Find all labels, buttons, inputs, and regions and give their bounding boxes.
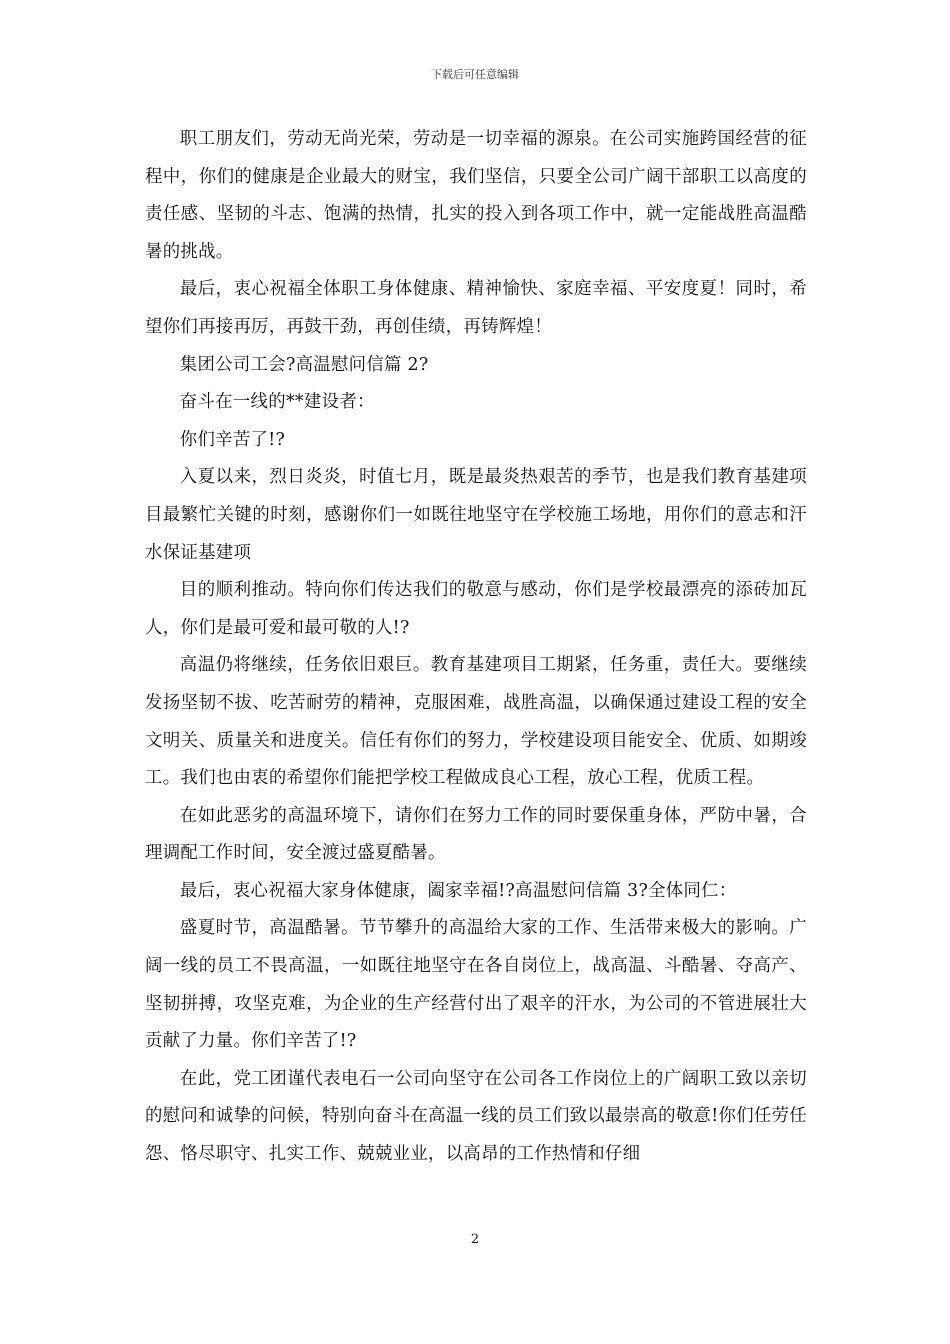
salutation: 奋斗在一线的**建设者： bbox=[179, 392, 375, 413]
paragraph-6: 入夏以来，烈日炎炎，时值七月，既是最炎热艰苦的季节，也是我们教育基建项目最繁忙关键的时刻，感谢你们一如既往地坚守在学校施工场地，用你们的意志和汗水保证基建项 bbox=[145, 467, 807, 563]
section-heading-2: 集团公司工会?高温慰问信篇 2? bbox=[179, 354, 429, 375]
page-header: 下载后可任意编辑 bbox=[431, 68, 519, 81]
paragraph-12: 在此，党工团谨代表电石一公司向坚守在公司各工作岗位上的广阔职工致以亲切的慰问和诚挚的问候，特别向奋斗在高温一线的员工们致以最崇高的敬意!你们任劳任怨、恪尽职守、扎实工作、兢兢业业，以高昂的工作热情和仔细 bbox=[145, 1068, 807, 1165]
document-body bbox=[145, 121, 807, 1174]
paragraph-11: 盛夏时节，高温酷暑。节节攀升的高温给大家的工作、生活带来极大的影响。广阔一线的员工不畏高温，一如既往地坚守在各自岗位上，战高温、斗酷暑、夺高产、坚韧拼搏，攻坚克难，为企业的生产经营付出了艰辛的汗水，为公司的不管进展壮大贡献了力量。你们辛苦了!? bbox=[145, 918, 807, 1052]
paragraph-7: 目的顺利推动。特向你们传达我们的敬意与感动，你们是学校最漂亮的添砖加瓦人，你们是最可爱和最可敬的人!? bbox=[145, 580, 807, 638]
page-number: 2 bbox=[470, 1232, 480, 1247]
paragraph-9: 在如此恶劣的高温环境下，请你们在努力工作的同时要保重身体，严防中暑，合理调配工作时间，安全渡过盛夏酷暑。 bbox=[145, 805, 807, 864]
greeting: 你们辛苦了!? bbox=[179, 429, 286, 450]
paragraph-8: 高温仍将继续，任务依旧艰巨。教育基建项目工期紧，任务重，责任大。要继续发扬坚韧不拔、吃苦耐劳的精神，克服困难，战胜高温，以确保通过建设工程的安全文明关、质量关和进度关。信任有你们的努力，学校建设项目能安全、优质、如期竣工。我们也由衷的希望你们能把学校工程做成良心工程，放心工程，优质工程。 bbox=[145, 655, 807, 789]
paragraph-10: 最后，衷心祝福大家身体健康，阖家幸福!?高温慰问信篇 3?全体同仁： bbox=[179, 880, 737, 901]
paragraph-1: 职工朋友们，劳动无尚光荣，劳动是一切幸福的源泉。在公司实施跨国经营的征程中，你们的健康是企业最大的财宝，我们坚信，只要全公司广阔干部职工以高度的责任感、坚韧的斗志、饱满的热情，扎实的投入到各项工作中，就一定能战胜高温酷暑的挑战。 bbox=[145, 129, 807, 262]
paragraph-2: 最后，衷心祝福全体职工身体健康、精神愉快、家庭幸福、平安度夏！同时，希望你们再接再厉，再鼓干劲，再创佳绩，再铸辉煌！ bbox=[145, 279, 807, 337]
